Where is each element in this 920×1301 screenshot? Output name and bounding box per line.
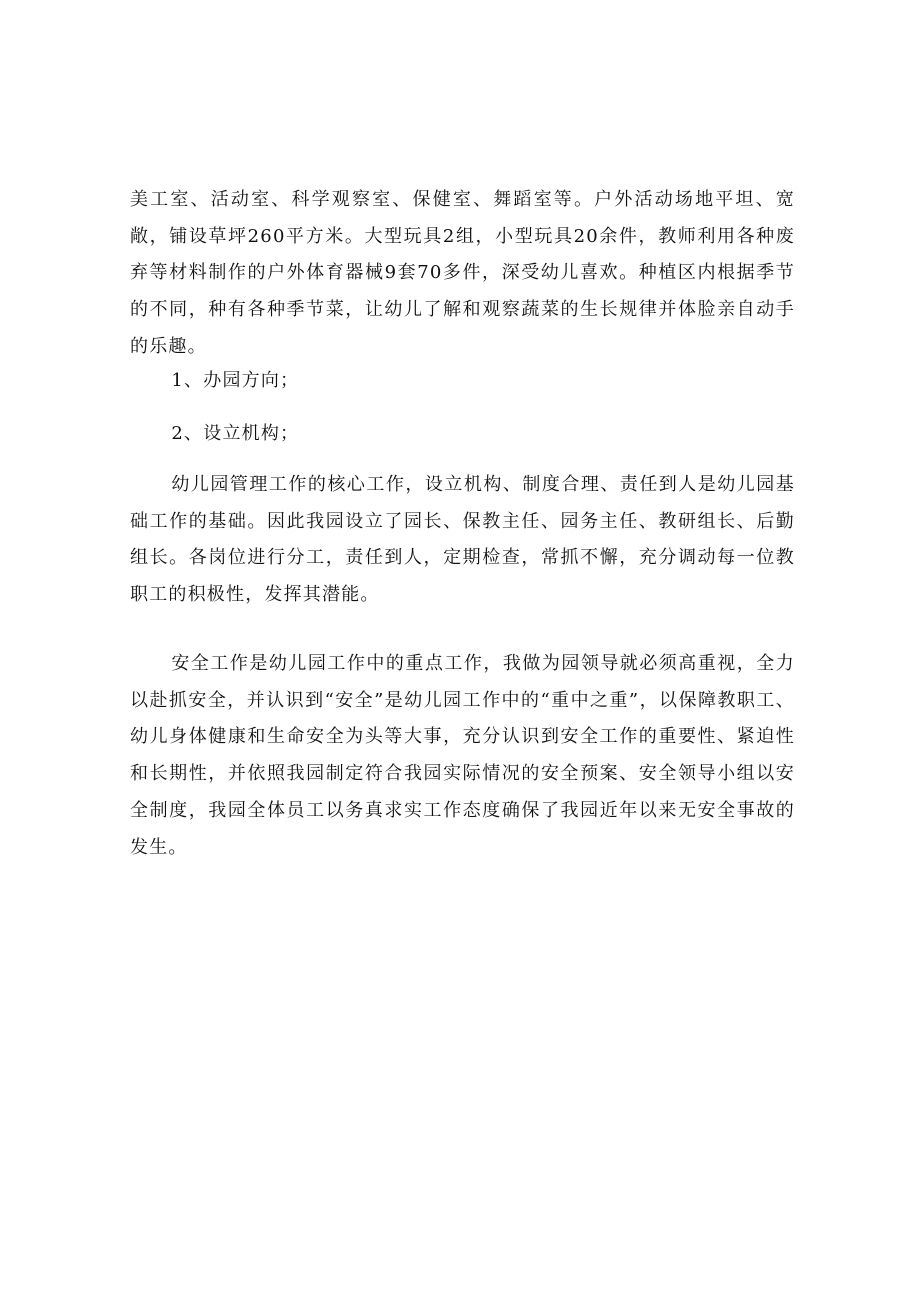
paragraph-facilities: 美工室、活动室、科学观察室、保健室、舞蹈室等。户外活动场地平坦、宽敞，铺设草坪260平方米。大型玩具2组，小型玩具20余件，教师利用各种废弃等材料制作的户外体育器械9套70多件，深受幼儿喜欢。种植区内根据季节的不同，种有各种季节菜，让幼儿了解和观察蔬菜的生长规律并体脸亲自动手的乐趣。: [130, 189, 795, 357]
list-item-organization: 2、设立机构；: [171, 423, 300, 444]
paragraph-management: 幼儿园管理工作的核心工作，设立机构、制度合理、责任到人是幼儿园基础工作的基础。因此我园设立了园长、保教主任、园务主任、教研组长、后勤组长。各岗位进行分工，责任到人，定期检查，常抓不懈，充分调动每一位教职工的积极性，发挥其潜能。: [130, 474, 795, 606]
list-item-direction: 1、办园方向；: [171, 370, 300, 391]
paragraph-safety: 安全工作是幼儿园工作中的重点工作，我做为园领导就必须高重视，全力以赴抓安全，并认识到“安全”是幼儿园工作中的“重中之重”，以保障教职工、幼儿身体健康和生命安全为头等大事，充分认识到安全工作的重要性、紧迫性和长期性，并依照我园制定符合我园实际情况的安全预案、安全领导小组以安全制度，我园全体员工以务真求实工作态度确保了我园近年以来无安全事故的发生。: [130, 653, 795, 858]
